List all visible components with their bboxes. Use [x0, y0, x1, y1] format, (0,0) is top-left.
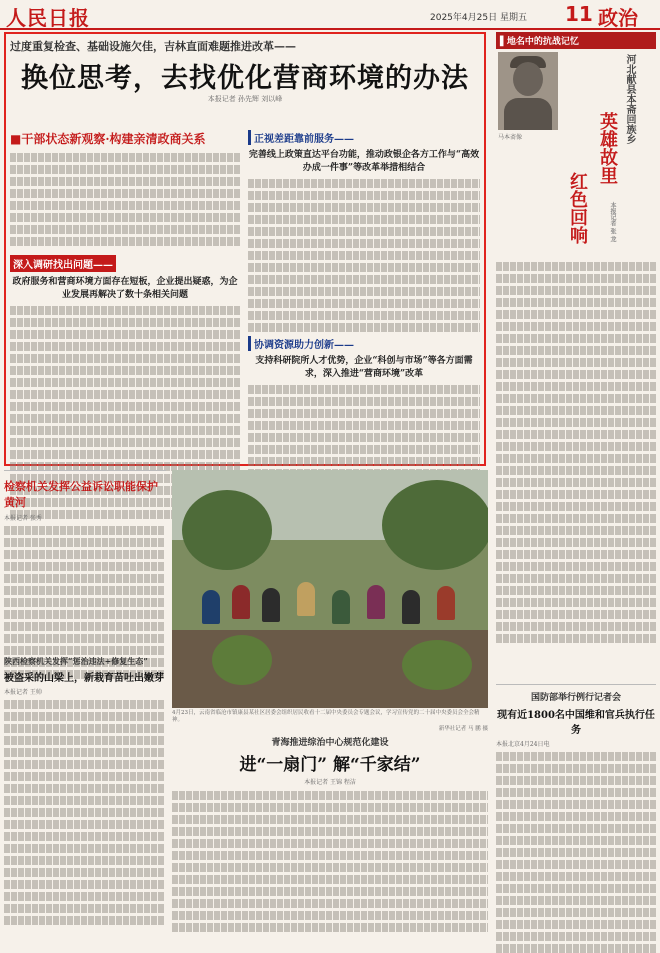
article-title: 进“一扇门” 解“千家结”: [239, 755, 421, 775]
article-peacekeeping[interactable]: [496, 690, 656, 930]
rail-byline: 本报记者 张 龙: [609, 202, 616, 243]
right-deck-2: 支持科研院所人才优势，企业“科创与市场”等各方面需求，深入推进“营商环境”改革: [255, 356, 473, 379]
article-yellow-river[interactable]: [4, 478, 164, 653]
divider: [4, 470, 166, 471]
photo-person: [232, 585, 250, 619]
article-shaanxi[interactable]: [4, 656, 164, 931]
news-photo: [172, 470, 488, 708]
portrait-body: [504, 98, 552, 130]
body-text-block: [10, 153, 240, 246]
photo-person: [332, 590, 350, 624]
photo-person: [437, 586, 455, 620]
article-title: 现有近1800名中国维和官兵执行任务: [497, 710, 655, 736]
left-subhead: ■干部状态新观察·构建亲清政商关系: [10, 132, 206, 146]
article-title: 检察机关发挥公益诉讼职能保护黄河: [4, 480, 158, 509]
right-box-head-2: 协调资源助力创新——: [248, 336, 480, 351]
article-qinghai[interactable]: [172, 735, 488, 931]
lead-right-column: [248, 130, 480, 466]
article-kicker: 陕西检察机关发挥“惩治违法+修复生态”: [4, 656, 148, 666]
article-kicker: 国防部举行例行记者会: [530, 693, 621, 703]
photo-caption: [172, 710, 488, 732]
lead-headline: 换位思考，去找优化营商环境的办法: [21, 63, 469, 94]
divider: [496, 684, 656, 685]
vertical-title-2: 红色回响: [567, 172, 588, 244]
article-byline: 本报记者 张秀: [4, 515, 42, 522]
lead-kicker: 过度重复检查、基础设施欠佳，吉林直面难题推进改革——: [10, 40, 296, 53]
newspaper-logo: 人民日报: [6, 6, 90, 30]
issue-date: 2025年4月25日 星期五: [430, 13, 527, 23]
photo-person: [297, 582, 315, 616]
photo-flower-bed: [212, 635, 272, 685]
right-deck: 完善线上政策直达平台功能，推动政银企各方工作与“高效办成一件事”等改革举措相结合: [248, 150, 480, 173]
lead-article[interactable]: [4, 32, 486, 466]
rail-title: ▌地名中的抗战记忆: [496, 32, 656, 49]
article-byline: 本报记者 王锦 程洁: [304, 779, 356, 786]
left-section-head: 深入调研找出问题——: [10, 255, 116, 272]
right-rail[interactable]: [496, 32, 656, 652]
photo-tree: [182, 490, 272, 570]
photo-flower-bed: [402, 640, 472, 690]
photo-person: [402, 590, 420, 624]
section-name: 政治: [598, 6, 638, 30]
vertical-place: 河北献县本斋回族乡: [624, 54, 635, 144]
article-byline: 本报北京4月24日电: [496, 741, 550, 748]
body-text-block: [496, 752, 656, 953]
lead-byline: 本报记者 孙先辉 刘以峰: [207, 95, 283, 103]
lead-left-column: [10, 130, 240, 466]
masthead: [0, 0, 660, 30]
photo-person: [367, 585, 385, 619]
portrait-caption: 马本斋像: [498, 134, 523, 141]
body-text-block: [4, 700, 164, 925]
portrait-photo: [498, 52, 558, 130]
vertical-title-1: 英雄故里: [597, 112, 618, 184]
caption-text: 4月23日，云南省临沧市镇康县某社区居委会组织居民收看十二届中央委员会专题会议，学习宣传党的二十届中央委员会全会精神。: [172, 710, 480, 723]
photo-person: [202, 590, 220, 624]
article-title: 被盗采的山梁上，新栽育苗吐出嫩芽: [4, 673, 164, 684]
photo-person: [262, 588, 280, 622]
article-byline: 本报记者 王帅: [4, 689, 42, 696]
portrait-face: [513, 62, 543, 96]
body-text-block: [496, 262, 656, 646]
photo-tree: [382, 480, 488, 570]
left-deck: 政府服务和营商环境方面存在短板，企业提出疑惑，为企业发展再解决了数十条相关问题: [12, 277, 238, 300]
body-text-block: [172, 791, 488, 932]
article-kicker: 青海推进综治中心规范化建设: [271, 738, 389, 748]
page-number: 11: [565, 2, 593, 26]
body-text-block: [248, 179, 480, 332]
caption-credit: 新华社记者 马 鹏 摄: [438, 726, 488, 732]
right-box-head: 正视差距靠前服务——: [248, 130, 480, 145]
